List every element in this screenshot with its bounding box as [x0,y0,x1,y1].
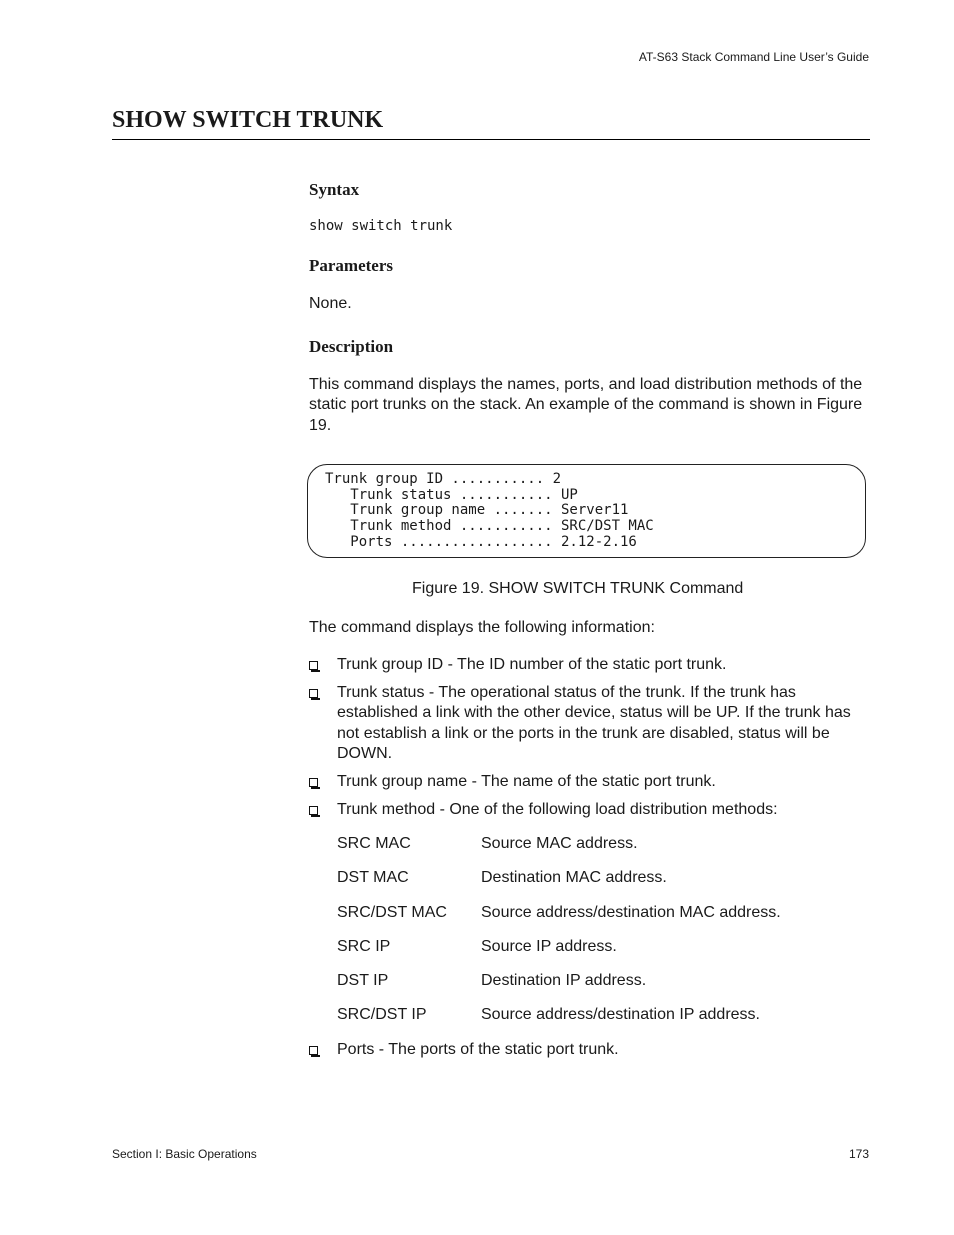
bullet-item: Trunk group name - The name of the static port trunk. [337,773,716,790]
method-description: Source MAC address. [481,835,638,852]
method-description: Destination MAC address. [481,869,667,886]
description-text: This command displays the names, ports, and load distribution methods of the static port trunks on the stack. An example of the command is shown in Figure 19. [309,376,863,434]
footer-section: Section I: Basic Operations [112,1147,257,1161]
intro-text: The command displays the following information: [309,619,655,636]
checkbox-bullet-icon [309,778,318,787]
method-name: SRC MAC [337,835,411,852]
title-rule [112,139,870,140]
code-example [325,472,654,551]
checkbox-bullet-icon [309,689,318,698]
checkbox-bullet-icon [309,806,318,815]
method-name: SRC IP [337,938,391,955]
running-header: AT-S63 Stack Command Line User’s Guide [638,50,869,64]
method-name: SRC/DST IP [337,1006,427,1023]
code-line: Trunk status ........... UP [325,486,578,503]
page-title: SHOW SWITCH TRUNK [112,107,384,133]
code-line: Trunk group name ....... Server11 [325,502,629,519]
description-heading: Description [309,337,394,356]
parameters-text: None. [309,295,352,312]
syntax-heading: Syntax [309,180,360,199]
checkbox-bullet-icon [309,661,318,670]
method-name: DST IP [337,972,389,989]
method-name: SRC/DST MAC [337,904,447,921]
method-description: Source address/destination IP address. [481,1006,760,1023]
syntax-command: show switch trunk [309,218,453,234]
parameters-heading: Parameters [309,256,394,275]
method-description: Source IP address. [481,938,617,955]
method-description: Destination IP address. [481,972,647,989]
bullet-item: Trunk group ID - The ID number of the static port trunk. [337,656,727,673]
checkbox-bullet-icon [309,1046,318,1055]
method-name: DST MAC [337,869,409,886]
method-description: Source address/destination MAC address. [481,904,781,921]
figure-caption: Figure 19. SHOW SWITCH TRUNK Command [412,580,744,597]
bullet-item: Trunk method - One of the following load distribution methods: [337,801,778,818]
code-line: Trunk method ........... SRC/DST MAC [325,518,654,535]
bullet-item: Trunk status - The operational status of the trunk. If the trunk has established a link with the other device, status will be UP. If the trunk has not establish a link or the ports in the trunk are disabled, status will be DOWN. [337,684,851,762]
bullet-item: Ports - The ports of the static port trunk. [337,1041,619,1058]
code-line: Ports .................. 2.12-2.16 [325,533,637,550]
footer-page-number: 173 [848,1147,869,1161]
code-line: Trunk group ID ........... 2 [325,471,562,487]
